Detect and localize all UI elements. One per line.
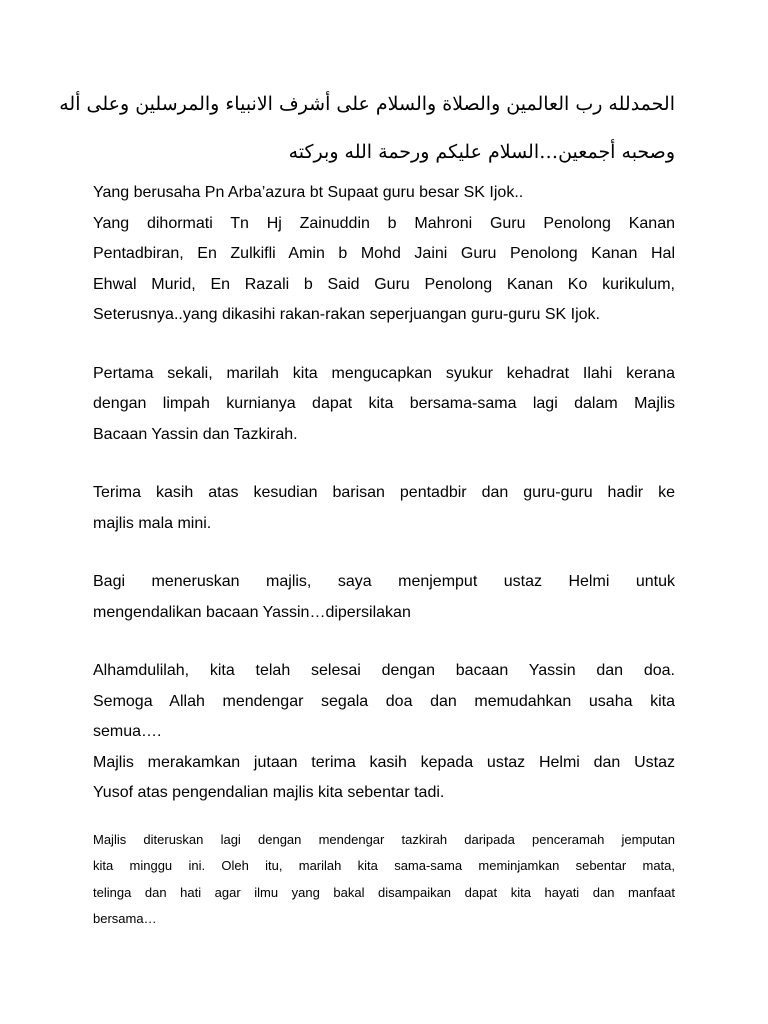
paragraph-spacer [93,628,675,656]
paragraph-line: kita minggu ini. Oleh itu, marilah kita sama-sama meminjamkan sebentar mata, [93,858,675,873]
syukur-paragraph [93,359,675,451]
paragraph-line: majlis mala mini. [93,514,212,532]
salutation-line: Pentadbiran, En Zulkifli Amin b Mohd Jaini Guru Penolong Kanan Hal [93,245,675,262]
salutation-line: Seterusnya..yang dikasihi rakan-rakan seperjuangan guru-guru SK Ijok. [93,306,600,323]
arabic-line-1: الحمدلله رب العالمين والصلاة والسلام على أشرف الانبياء والمرسلين وعلى أله [59,93,675,115]
tazkirah-paragraph [93,827,675,933]
paragraph-line: Terima kasih atas kesudian barisan pentadbir dan guru-guru hadir ke [93,484,675,501]
paragraph-line: telinga dan hati agar ilmu yang bakal disampaikan dapat kita hayati dan manfaat [93,884,675,900]
paragraph-spacer [93,450,675,478]
paragraph-line: Yusof atas pengendalian majlis kita sebentar tadi. [93,784,445,801]
paragraph-line: Majlis diteruskan lagi dengan mendengar tazkirah daripada penceramah jemputan [93,831,675,847]
salutation-line: Yang berusaha Pn Arba’azura bt Supaat guru besar SK Ijok.. [93,184,524,201]
salutation-line: Yang dihormati Tn Hj Zainuddin b Mahroni Guru Penolong Kanan [93,214,675,232]
paragraph-line: Semoga Allah mendengar segala doa dan memudahkan usaha kita [93,692,675,710]
speech-body [93,178,675,809]
paragraph-line: Bacaan Yassin dan Tazkirah. [93,425,298,443]
paragraph-line: Majlis merakamkan jutaan terima kasih kepada ustaz Helmi dan Ustaz [93,753,675,771]
paragraph-line: Pertama sekali, marilah kita mengucapkan syukur kehadrat Ilahi kerana [93,364,675,382]
paragraph-line: Alhamdulilah, kita telah selesai dengan bacaan Yassin dan doa. [93,662,675,679]
terima-kasih-paragraph [93,478,675,539]
document-page [59,0,675,933]
salutation-paragraph [93,178,675,331]
arabic-line-2: وصحبه أجمعين…السلام عليكم ورحمة الله وبركته [288,141,675,163]
paragraph-line: mengendalikan bacaan Yassin…dipersilakan [93,603,411,621]
paragraph-line: dengan limpah kurnianya dapat kita bersama-sama lagi dalam Majlis [93,395,675,412]
arabic-opening [59,80,675,176]
paragraph-line: semua…. [93,723,162,740]
paragraph-spacer [93,539,675,567]
alhamdulilah-paragraph [93,656,675,809]
paragraph-spacer [93,331,675,359]
jemput-paragraph [93,567,675,628]
salutation-line: Ehwal Murid, En Razali b Said Guru Penolong Kanan Ko kurikulum, [93,275,675,293]
paragraph-line: Bagi meneruskan majlis, saya menjemput ustaz Helmi untuk [93,573,675,590]
paragraph-line: bersama… [93,911,157,926]
